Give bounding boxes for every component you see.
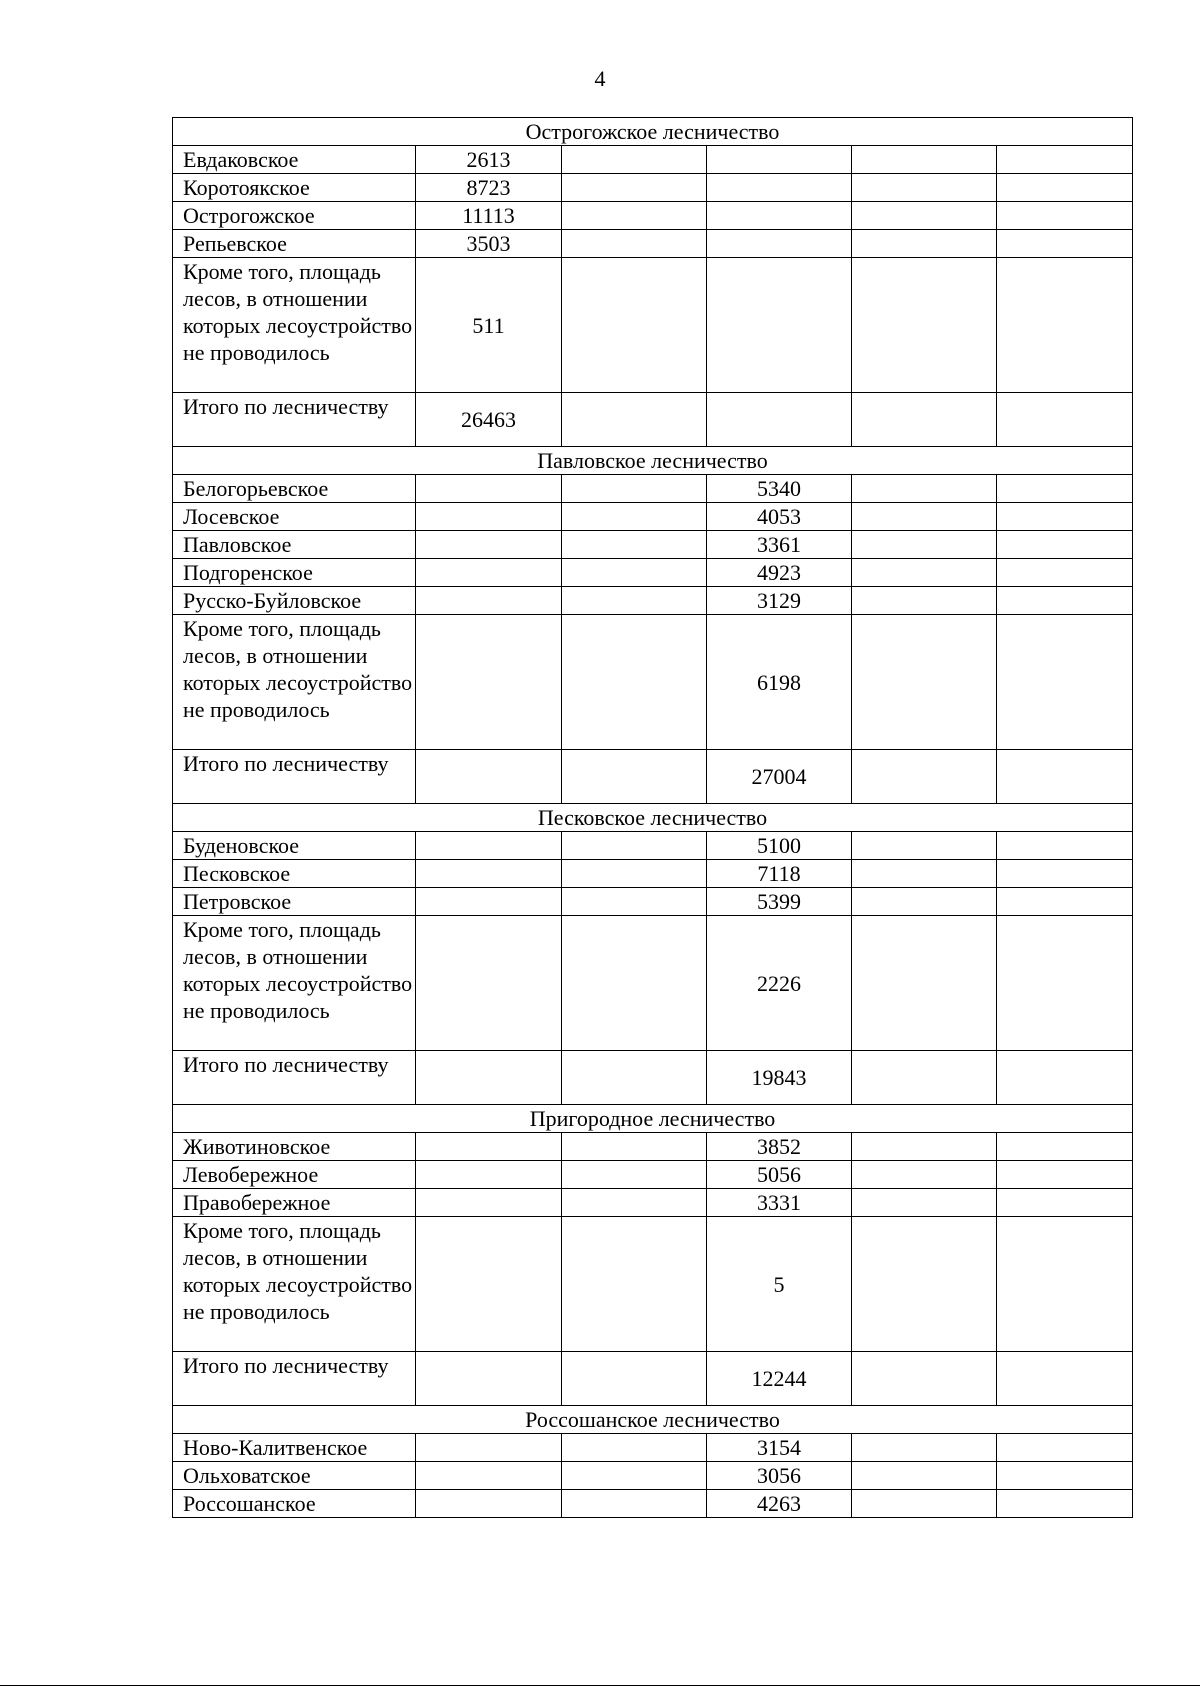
forestry-area-table [172,117,1133,1518]
empty-cell [416,587,562,615]
area-value-cell: 4053 [707,503,852,531]
section-title: Пригородное лесничество [173,1105,1133,1133]
bottom-rule [0,1685,1200,1686]
area-value-cell: 5399 [707,888,852,916]
table-row [173,1051,1133,1105]
empty-cell [416,1133,562,1161]
area-value-cell: 5056 [707,1161,852,1189]
empty-cell [562,888,707,916]
empty-cell [852,1051,997,1105]
table-row [173,1161,1133,1189]
row-name-cell: Репьевское [173,230,416,258]
empty-cell [562,916,707,1051]
empty-cell [416,1051,562,1105]
empty-cell [997,1490,1133,1518]
empty-cell [416,888,562,916]
row-name-cell: Итого по лесничеству [173,1352,416,1406]
empty-cell [852,587,997,615]
empty-cell [997,230,1133,258]
table-row [173,393,1133,447]
empty-cell [562,1434,707,1462]
empty-cell [562,615,707,750]
empty-cell [997,750,1133,804]
row-name-cell: Итого по лесничеству [173,393,416,447]
empty-cell [852,615,997,750]
empty-cell [852,1217,997,1352]
section-title: Россошанское лесничество [173,1406,1133,1434]
table-row [173,615,1133,750]
row-name-cell: Ново-Калитвенское [173,1434,416,1462]
row-name-cell: Итого по лесничеству [173,1051,416,1105]
row-name-cell: Евдаковское [173,146,416,174]
table-row [173,146,1133,174]
empty-cell [416,1161,562,1189]
empty-cell [852,1352,997,1406]
section-header-row [173,118,1133,146]
empty-cell [852,393,997,447]
table-row [173,587,1133,615]
area-value-cell: 4263 [707,1490,852,1518]
table-row [173,258,1133,393]
area-value-cell: 3503 [416,230,562,258]
empty-cell [997,531,1133,559]
row-name-cell: Буденовское [173,832,416,860]
empty-cell [852,750,997,804]
row-name-cell: Лосевское [173,503,416,531]
empty-cell [562,174,707,202]
area-value-cell: 2226 [707,916,852,1051]
empty-cell [562,1161,707,1189]
section-title: Павловское лесничество [173,447,1133,475]
row-name-cell: Кроме того, площадь лесов, в отношении которых лесоустройство не проводилось [173,1217,416,1352]
empty-cell [562,531,707,559]
area-value-cell: 7118 [707,860,852,888]
area-value-cell: 3129 [707,587,852,615]
empty-cell [852,1189,997,1217]
table-row [173,1133,1133,1161]
empty-cell [562,1051,707,1105]
empty-cell [997,587,1133,615]
empty-cell [997,1051,1133,1105]
empty-cell [852,230,997,258]
empty-cell [997,1133,1133,1161]
empty-cell [562,1462,707,1490]
empty-cell [707,258,852,393]
empty-cell [416,916,562,1051]
row-name-cell: Петровское [173,888,416,916]
table-row [173,1462,1133,1490]
empty-cell [562,258,707,393]
empty-cell [562,475,707,503]
empty-cell [562,230,707,258]
table-row [173,230,1133,258]
table-row [173,916,1133,1051]
empty-cell [997,1217,1133,1352]
empty-cell [852,1490,997,1518]
empty-cell [997,503,1133,531]
area-value-cell: 2613 [416,146,562,174]
area-value-cell: 3154 [707,1434,852,1462]
area-value-cell: 5 [707,1217,852,1352]
area-value-cell: 5100 [707,832,852,860]
empty-cell [562,1189,707,1217]
table-row [173,1434,1133,1462]
section-header-row [173,1105,1133,1133]
empty-cell [997,1352,1133,1406]
empty-cell [852,174,997,202]
empty-cell [852,1462,997,1490]
area-value-cell: 3331 [707,1189,852,1217]
empty-cell [416,750,562,804]
area-value-cell: 3852 [707,1133,852,1161]
table-row [173,1352,1133,1406]
empty-cell [997,146,1133,174]
empty-cell [852,475,997,503]
empty-cell [997,860,1133,888]
empty-cell [997,258,1133,393]
empty-cell [852,1434,997,1462]
empty-cell [416,1462,562,1490]
area-value-cell: 4923 [707,559,852,587]
table-row [173,860,1133,888]
empty-cell [707,393,852,447]
empty-cell [852,1161,997,1189]
area-value-cell: 6198 [707,615,852,750]
area-value-cell: 5340 [707,475,852,503]
area-value-cell: 26463 [416,393,562,447]
empty-cell [852,559,997,587]
section-title: Острогожское лесничество [173,118,1133,146]
empty-cell [416,531,562,559]
section-header-row [173,1406,1133,1434]
table-row [173,1217,1133,1352]
empty-cell [562,202,707,230]
empty-cell [416,1434,562,1462]
empty-cell [852,258,997,393]
empty-cell [997,559,1133,587]
area-value-cell: 12244 [707,1352,852,1406]
row-name-cell: Кроме того, площадь лесов, в отношении которых лесоустройство не проводилось [173,615,416,750]
empty-cell [852,888,997,916]
empty-cell [707,174,852,202]
empty-cell [997,393,1133,447]
table-body [173,118,1133,1518]
row-name-cell: Подгоренское [173,559,416,587]
row-name-cell: Павловское [173,531,416,559]
empty-cell [852,202,997,230]
empty-cell [562,559,707,587]
area-value-cell: 3056 [707,1462,852,1490]
row-name-cell: Острогожское [173,202,416,230]
empty-cell [997,888,1133,916]
empty-cell [562,1490,707,1518]
row-name-cell: Левобережное [173,1161,416,1189]
empty-cell [562,832,707,860]
empty-cell [707,202,852,230]
empty-cell [707,230,852,258]
empty-cell [852,1133,997,1161]
empty-cell [562,146,707,174]
row-name-cell: Кроме того, площадь лесов, в отношении которых лесоустройство не проводилось [173,258,416,393]
table-row [173,174,1133,202]
row-name-cell: Ольховатское [173,1462,416,1490]
section-header-row [173,447,1133,475]
empty-cell [997,1161,1133,1189]
empty-cell [416,559,562,587]
empty-cell [562,1352,707,1406]
row-name-cell: Белогорьевское [173,475,416,503]
row-name-cell: Кроме того, площадь лесов, в отношении которых лесоустройство не проводилось [173,916,416,1051]
empty-cell [852,916,997,1051]
section-title: Песковское лесничество [173,804,1133,832]
row-name-cell: Итого по лесничеству [173,750,416,804]
table-row [173,1490,1133,1518]
area-value-cell: 511 [416,258,562,393]
area-value-cell: 19843 [707,1051,852,1105]
empty-cell [707,146,852,174]
empty-cell [416,1189,562,1217]
empty-cell [997,615,1133,750]
table-row [173,750,1133,804]
empty-cell [416,832,562,860]
row-name-cell: Русско-Буйловское [173,587,416,615]
empty-cell [562,1133,707,1161]
empty-cell [997,916,1133,1051]
empty-cell [562,587,707,615]
empty-cell [852,503,997,531]
empty-cell [852,531,997,559]
empty-cell [997,1434,1133,1462]
table-row [173,1189,1133,1217]
table-row [173,531,1133,559]
empty-cell [562,860,707,888]
empty-cell [416,1352,562,1406]
section-header-row [173,804,1133,832]
table-row [173,888,1133,916]
row-name-cell: Коротоякское [173,174,416,202]
table-row [173,503,1133,531]
page-number: 4 [594,66,606,91]
area-value-cell: 11113 [416,202,562,230]
empty-cell [852,832,997,860]
empty-cell [416,475,562,503]
empty-cell [416,503,562,531]
table-row [173,475,1133,503]
area-value-cell: 27004 [707,750,852,804]
empty-cell [562,750,707,804]
empty-cell [997,174,1133,202]
empty-cell [997,832,1133,860]
table-row [173,202,1133,230]
empty-cell [416,1490,562,1518]
empty-cell [852,860,997,888]
area-value-cell: 8723 [416,174,562,202]
row-name-cell: Песковское [173,860,416,888]
row-name-cell: Животиновское [173,1133,416,1161]
empty-cell [997,1462,1133,1490]
table-row [173,832,1133,860]
empty-cell [416,615,562,750]
row-name-cell: Россошанское [173,1490,416,1518]
row-name-cell: Правобережное [173,1189,416,1217]
area-value-cell: 3361 [707,531,852,559]
empty-cell [416,1217,562,1352]
empty-cell [562,503,707,531]
empty-cell [562,1217,707,1352]
empty-cell [852,146,997,174]
empty-cell [997,1189,1133,1217]
table-row [173,559,1133,587]
empty-cell [416,860,562,888]
empty-cell [997,475,1133,503]
empty-cell [997,202,1133,230]
empty-cell [562,393,707,447]
